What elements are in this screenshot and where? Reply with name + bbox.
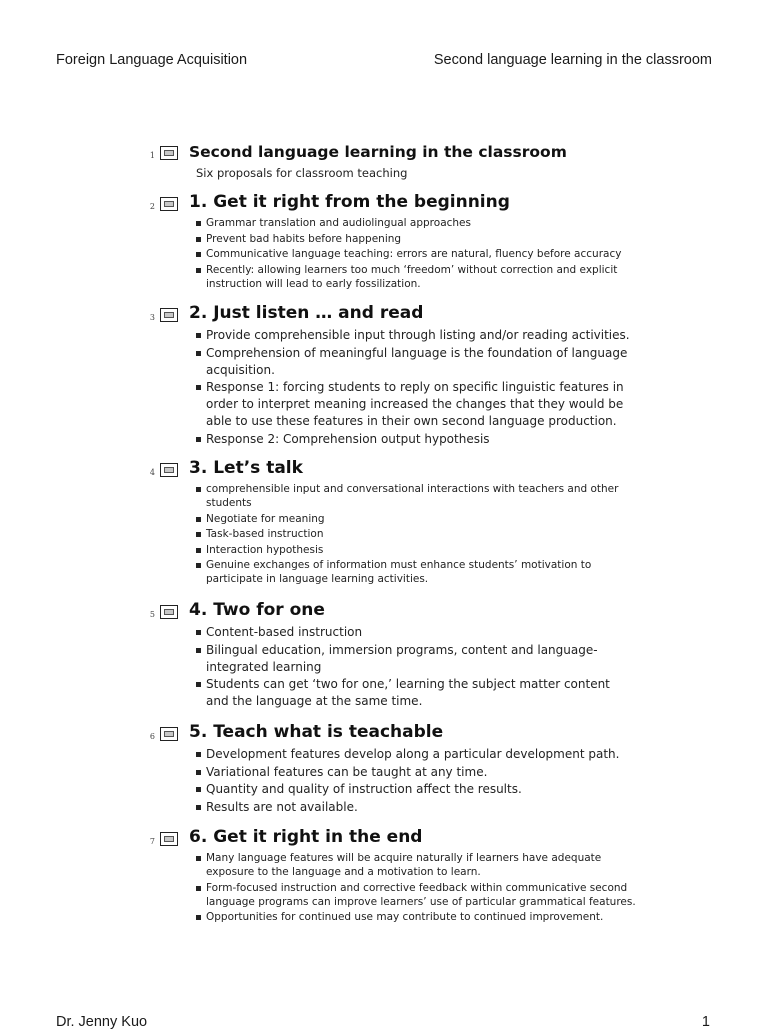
slide-thumbnail-icon xyxy=(160,308,178,322)
slide-number: 2 xyxy=(149,202,155,211)
bullet-item: Opportunities for continued use may contribute to continued improvement. xyxy=(196,910,636,924)
bullet-list xyxy=(196,216,636,292)
slide-thumbnail-icon xyxy=(160,605,178,619)
slide-thumbnail-icon xyxy=(160,463,178,477)
slide-title: 2. Just listen … and read xyxy=(189,303,424,323)
slide-title: 6. Get it right in the end xyxy=(189,827,423,847)
bullet-item: Students can get ‘two for one,’ learning the subject matter content and the language at the same time. xyxy=(196,676,636,710)
bullet-item: Genuine exchanges of information must enhance students’ motivation to participate in language learning activities. xyxy=(196,558,636,586)
bullet-item: Grammar translation and audiolingual approaches xyxy=(196,216,636,230)
slide-title: 3. Let’s talk xyxy=(189,458,303,478)
bullet-item: Form-focused instruction and corrective feedback within communicative second language programs can improve learners’ use of particular grammatical features. xyxy=(196,881,636,909)
bullet-list xyxy=(196,851,636,926)
header-course-title: Foreign Language Acquisition xyxy=(56,52,248,68)
bullet-item: Quantity and quality of instruction affect the results. xyxy=(196,781,636,798)
bullet-item: comprehensible input and conversational interactions with teachers and other students xyxy=(196,482,636,510)
slide-title: 4. Two for one xyxy=(189,600,325,620)
slide-thumbnail-icon xyxy=(160,832,178,846)
bullet-item: Response 1: forcing students to reply on specific linguistic features in order to interpret meaning increased the changes that they would be able to use these features in their own second language production. xyxy=(196,379,636,430)
slide-number: 6 xyxy=(149,732,155,741)
bullet-item: Provide comprehensible input through listing and/or reading activities. xyxy=(196,327,636,344)
bullet-item: Communicative language teaching: errors are natural, fluency before accuracy xyxy=(196,247,636,261)
page-header xyxy=(56,52,712,68)
slide-title: 5. Teach what is teachable xyxy=(189,722,444,742)
slide-number: 5 xyxy=(149,610,155,619)
slide-subtitle: Six proposals for classroom teaching xyxy=(196,166,408,180)
slide-number: 1 xyxy=(149,151,155,160)
slide-thumbnail-icon xyxy=(160,727,178,741)
slide-number: 4 xyxy=(149,468,155,477)
bullet-item: Prevent bad habits before happening xyxy=(196,232,636,246)
slide-thumbnail-icon xyxy=(160,146,178,160)
bullet-item: Content-based instruction xyxy=(196,624,636,641)
bullet-list xyxy=(196,624,636,711)
bullet-item: Bilingual education, immersion programs, content and language-integrated learning xyxy=(196,642,636,676)
bullet-list xyxy=(196,482,636,588)
bullet-item: Task-based instruction xyxy=(196,527,636,541)
footer-author: Dr. Jenny Kuo xyxy=(56,1014,148,1030)
slide-thumbnail-icon xyxy=(160,197,178,211)
page-footer xyxy=(56,1014,710,1030)
slide-number: 3 xyxy=(149,313,155,322)
bullet-list xyxy=(196,746,636,816)
slide-title: Second language learning in the classroom xyxy=(189,143,567,161)
slide-title: 1. Get it right from the beginning xyxy=(189,192,510,212)
bullet-item: Variational features can be taught at any time. xyxy=(196,764,636,781)
bullet-item: Negotiate for meaning xyxy=(196,512,636,526)
bullet-item: Results are not available. xyxy=(196,799,636,816)
bullet-item: Comprehension of meaningful language is the foundation of language acquisition. xyxy=(196,345,636,379)
header-topic-title: Second language learning in the classroom xyxy=(433,52,712,68)
bullet-item: Recently: allowing learners too much ‘freedom’ without correction and explicit instruction will lead to early fossilization. xyxy=(196,263,636,291)
slide-number: 7 xyxy=(149,837,155,846)
bullet-item: Development features develop along a particular development path. xyxy=(196,746,636,763)
bullet-list xyxy=(196,327,636,448)
footer-page-number: 1 xyxy=(701,1014,710,1030)
bullet-item: Many language features will be acquire naturally if learners have adequate exposure to the language and a motivation to learn. xyxy=(196,851,636,879)
bullet-item: Interaction hypothesis xyxy=(196,543,636,557)
bullet-item: Response 2: Comprehension output hypothesis xyxy=(196,431,636,448)
